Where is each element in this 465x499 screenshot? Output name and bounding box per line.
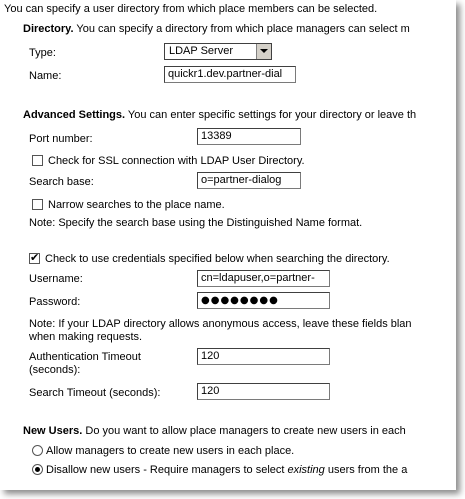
ssl-label: Check for SSL connection with LDAP User Directory. <box>48 155 305 167</box>
auth-timeout-label-line-1: Authentication Timeout <box>29 351 141 363</box>
search-base-input[interactable]: o=partner-dialog <box>197 172 301 189</box>
anonymous-note-line-2: when making requests. <box>29 331 143 343</box>
disallow-label-before: Disallow new users - Require managers to select <box>46 464 288 476</box>
username-label: Username: <box>29 273 83 285</box>
narrow-search-label: Narrow searches to the place name. <box>48 199 225 211</box>
disallow-new-users-label <box>46 464 407 477</box>
search-timeout-input[interactable]: 120 <box>197 383 330 400</box>
port-label: Port number: <box>29 133 93 145</box>
advanced-heading: Advanced Settings. <box>23 109 126 121</box>
name-input[interactable]: quickr1.dev.partner-dial <box>164 66 296 83</box>
directory-section-header <box>23 23 410 36</box>
password-label: Password: <box>29 296 81 308</box>
disallow-label-after: users from the a <box>324 464 408 476</box>
disallow-label-emphasis: existing <box>287 464 325 476</box>
new-users-section-header <box>23 425 406 438</box>
port-input[interactable]: 13389 <box>197 128 301 145</box>
anonymous-note-line-1: Note: If your LDAP directory allows anonymous access, leave these fields blan <box>29 318 412 330</box>
allow-new-users-label: Allow managers to create new users in each place. <box>46 445 295 457</box>
advanced-description: You can enter specific settings for your directory or leave th <box>125 109 417 121</box>
name-label: Name: <box>29 70 62 82</box>
search-base-label: Search base: <box>29 176 94 188</box>
auth-timeout-input[interactable]: 120 <box>197 348 330 365</box>
search-base-note: Note: Specify the search base using the Distinguished Name format. <box>29 217 363 229</box>
type-select-value: LDAP Server <box>169 45 233 57</box>
intro-text: You can specify a user directory from which place members can be selected. <box>4 3 378 15</box>
chevron-down-icon[interactable] <box>256 44 271 59</box>
advanced-section-header <box>23 109 416 122</box>
username-input[interactable]: cn=ldapuser,o=partner- <box>197 270 330 287</box>
disallow-new-users-radio[interactable] <box>32 464 43 475</box>
allow-new-users-radio[interactable] <box>32 445 43 456</box>
credentials-label: Check to use credentials specified below when searching the directory. <box>45 253 390 265</box>
narrow-search-checkbox[interactable] <box>32 199 43 210</box>
new-users-description: Do you want to allow place managers to create new users in each <box>82 425 406 437</box>
auth-timeout-label-line-2: (seconds): <box>29 364 81 376</box>
directory-description: You can specify a directory from which place managers can select m <box>73 23 410 35</box>
type-select[interactable] <box>164 43 272 60</box>
credentials-checkbox[interactable] <box>29 253 40 264</box>
search-timeout-label: Search Timeout (seconds): <box>29 387 161 399</box>
password-input[interactable]: ●●●●●●●● <box>197 292 330 309</box>
new-users-heading: New Users. <box>23 425 83 437</box>
directory-heading: Directory. <box>23 23 74 35</box>
type-label: Type: <box>29 47 56 59</box>
ssl-checkbox[interactable] <box>32 155 43 166</box>
